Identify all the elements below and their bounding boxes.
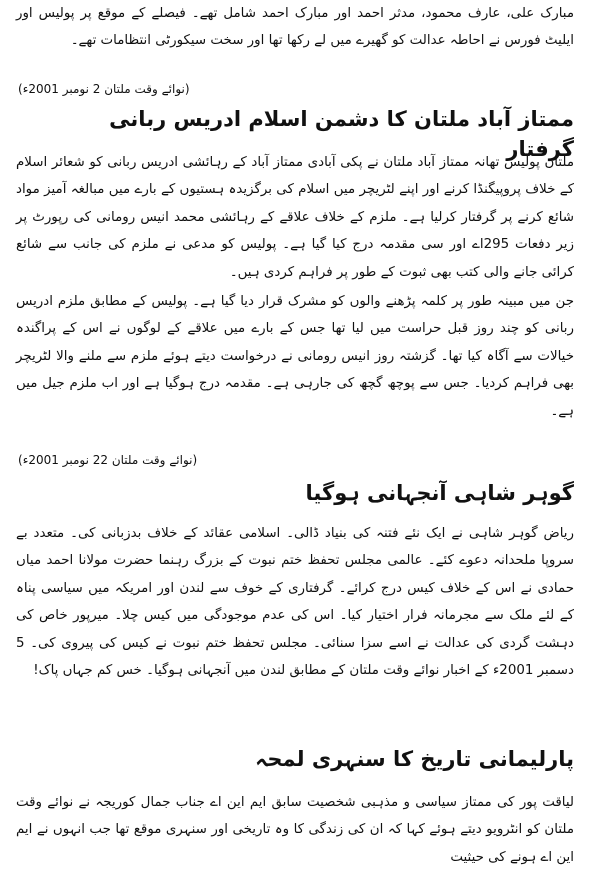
article-4-paragraph-1: لیاقت پور کی ممتاز سیاسی و مذہبی شخصیت سابق ایم این اے جناب جمال کوریجہ نے نوائے وقت ملتان کو انٹرویو دیتے ہوئے کہا کہ ان کی زندگی کا وہ تاریخی اور سنہری موقع تھا جب انہوں نے ایم این اے ہونے کی حیثیت bbox=[16, 795, 574, 865]
article-1-source: (نوائے وقت ملتان 2 نومبر 2001ء) bbox=[18, 82, 190, 96]
article-1-paragraph-1: مبارک علی، عارف محمود، مدثر احمد اور مبارک احمد شامل تھے۔ فیصلے کے موقع پر پولیس اور ایلیٹ فورس نے احاطہ عدالت کو گھیرے میں لے رکھا تھا اور سخت سیکورٹی انتظامات تھے۔ bbox=[16, 6, 574, 49]
article-2-headline: ممتاز آباد ملتان کا دشمن اسلام ادریس ربانی گرفتار bbox=[109, 107, 574, 161]
article-4-headline: پارلیمانی تاریخ کا سنہری لمحہ bbox=[255, 747, 574, 771]
article-3-paragraph-1: ریاض گوہر شاہی نے ایک نئے فتنہ کی بنیاد ڈالی۔ اسلامی عقائد کے خلاف بدزبانی کی۔ متعدد بے سروپا ملحدانہ دعوے کئے۔ عالمی مجلس تحفظ ختم نبوت کے بزرگ رہنما حضرت مولانا احمد میاں حمادی نے اس کے خلاف کیس درج کرائے۔ گرفتاری کے خوف سے لندن اور امریکہ میں سیاسی پناہ کے لئے ملک سے مجرمانہ فرار اختیار کیا۔ اس کی عدم موجودگی میں کیس چلا۔ میرپور خاص کی دہشت گردی کی عدالت نے اسے سزا سنائی۔ مجلس تحفظ ختم نبوت نے کیس کی پیروی کی۔ 5 دسمبر 2001ء کے اخبار نوائے وقت ملتان کے مطابق لندن میں آنجہانی ہوگیا۔ خس کم جہاں پاک! bbox=[16, 526, 574, 679]
article-2-paragraph-2: جن میں مبینہ طور پر کلمہ پڑھنے والوں کو مشرک قرار دیا گیا ہے۔ پولیس کے مطابق ملزم ادریس ربانی کو چند روز قبل حراست میں لیا تھا جس کے بارے میں علاقے کے لوگوں نے اس کے پراگندہ خیالات سے آگاہ کیا تھا۔ گزشتہ روز انیس رومانی نے درخواست دیتے ہوئے ملزم سے ملنے والا لٹریچر بھی فراہم کردیا۔ جس سے پوچھ گچھ کی جارہی ہے۔ مقدمہ درج ہوگیا ہے اور اب ملزم جیل میں ہے۔ bbox=[16, 294, 574, 419]
article-2-source: (نوائے وقت ملتان 22 نومبر 2001ء) bbox=[18, 453, 198, 467]
article-3-headline: گوہر شاہی آنجہانی ہوگیا bbox=[305, 481, 574, 505]
article-2-paragraph-1: ملتان پولیس تھانہ ممتاز آباد ملتان نے پکی آبادی ممتاز آباد کے رہائشی ادریس ربانی کو شعائر اسلام کے خلاف پروپیگنڈا کرنے اور اپنے لٹریچر میں اسلام کی برگزیدہ ہستیوں کے بارے میں مبالغہ آمیز مواد شائع کرنے پر گرفتار کرلیا ہے۔ ملزم کے خلاف علاقے کے رہائشی محمد انیس رومانی کی رپورٹ پر زیر دفعات 295اے اور سی مقدمہ درج کیا گیا ہے۔ پولیس کو مدعی نے ملزم کی جانب سے شائع کرائی جانے والی کتب بھی ثبوت کے طور پر فراہم کردی ہیں۔ bbox=[16, 155, 574, 280]
